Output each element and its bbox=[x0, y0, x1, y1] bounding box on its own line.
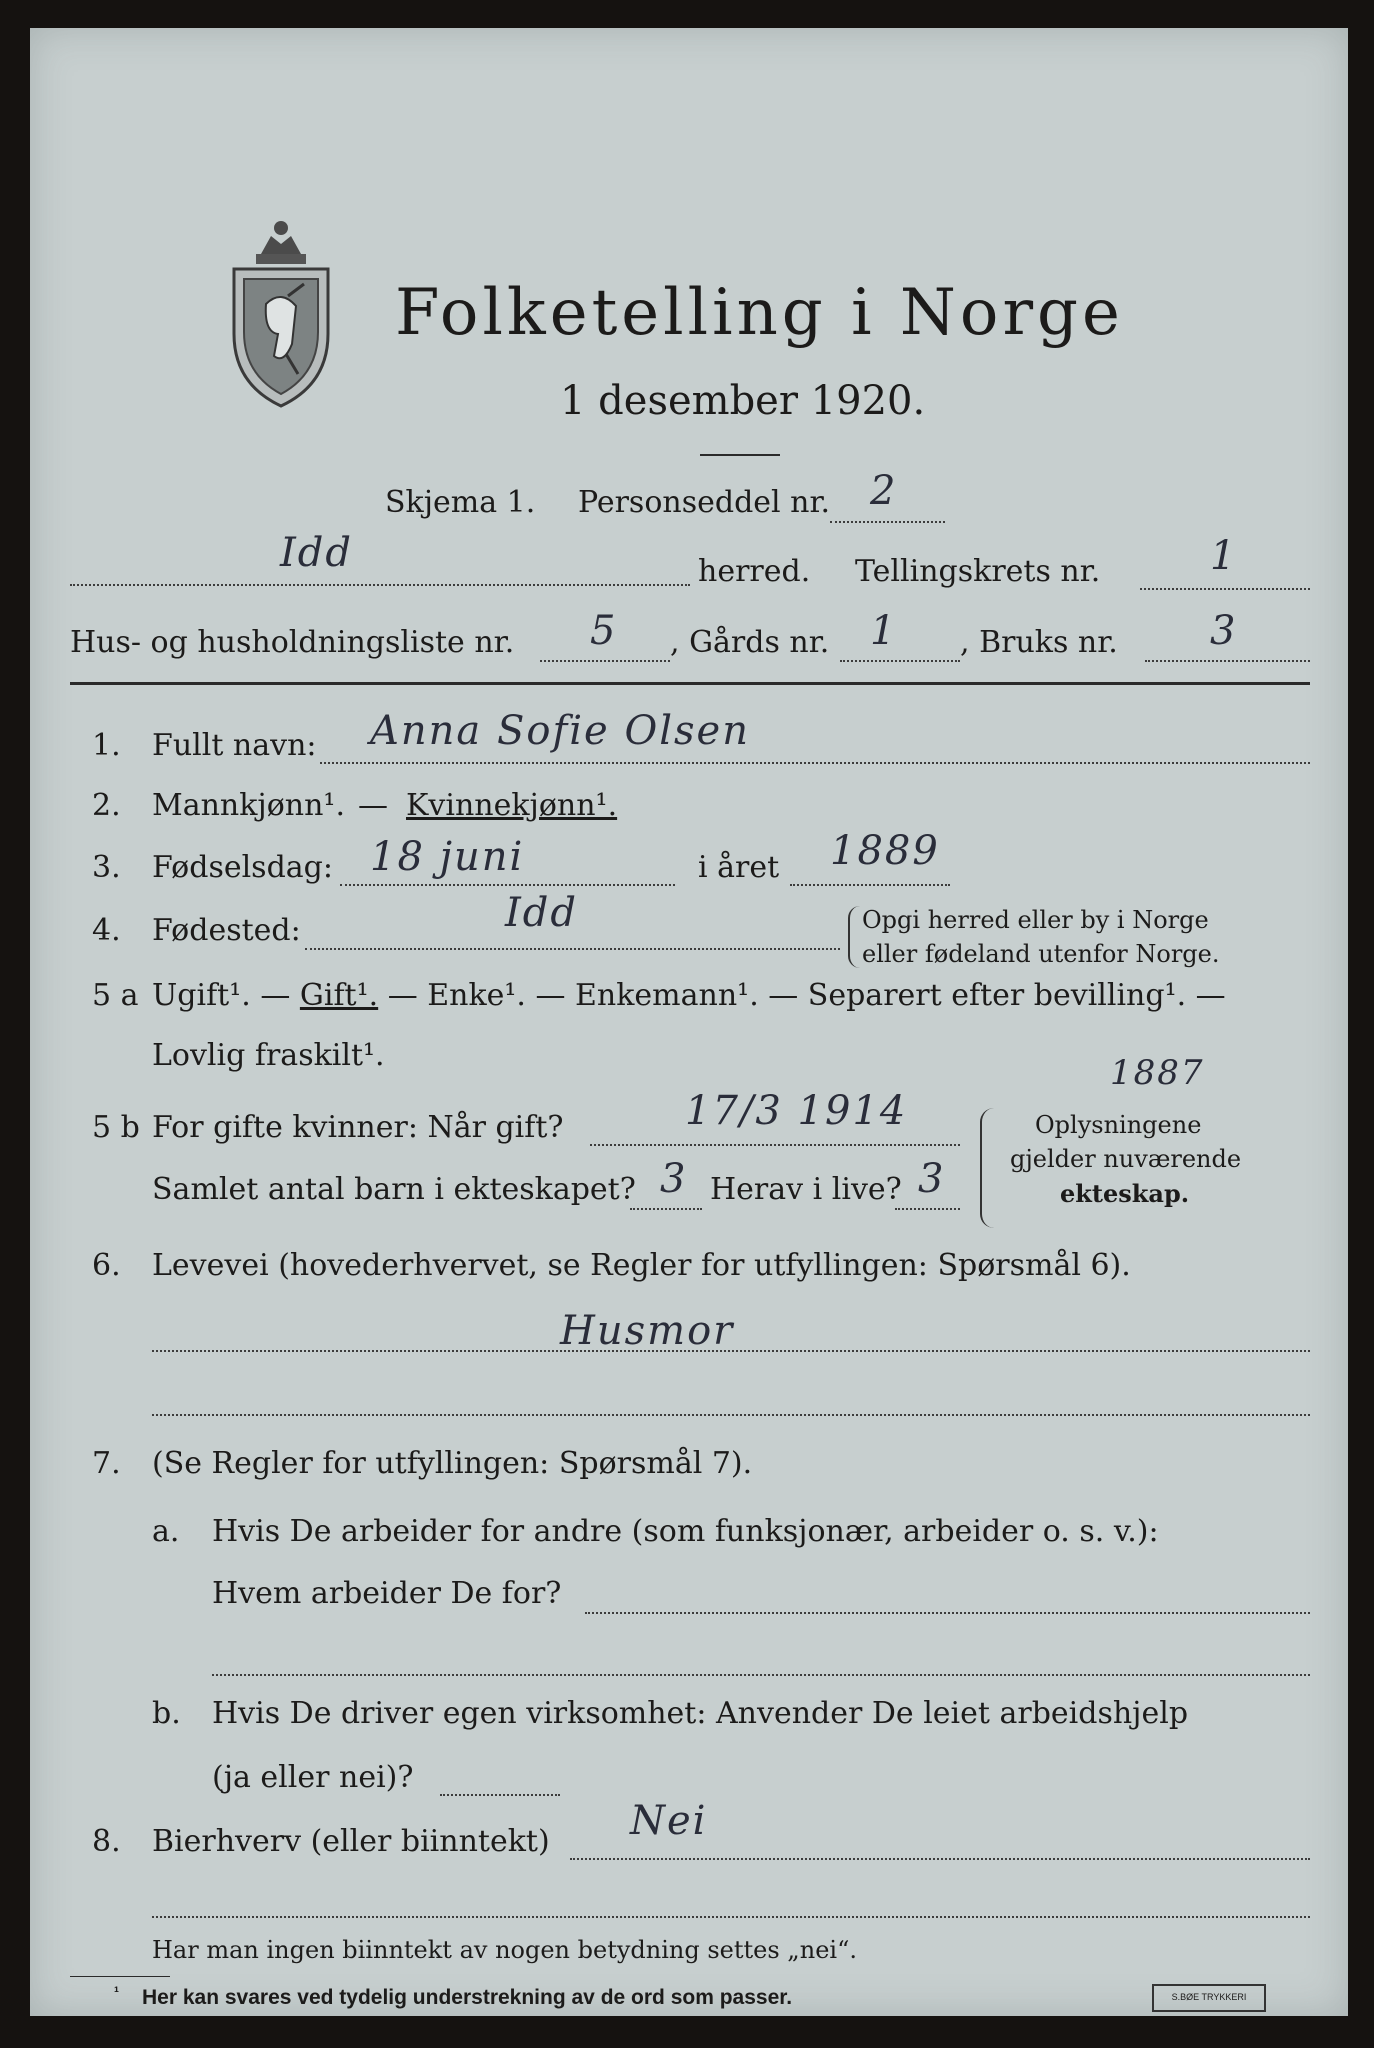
q5a-gift-underlined: Gift¹. bbox=[299, 978, 379, 1013]
q7a-number: a. bbox=[152, 1514, 180, 1549]
q5b-married-label: For gifte kvinner: Når gift? bbox=[152, 1110, 564, 1145]
q7a-question: Hvem arbeider De for? bbox=[212, 1576, 562, 1611]
q5b-alive-value: 3 bbox=[918, 1156, 946, 1202]
q7-label: (Se Regler for utfyllingen: Spørsmål 7). bbox=[152, 1446, 753, 1481]
bruks-value: 3 bbox=[1210, 608, 1238, 654]
q5b-alive-label: Herav i live? bbox=[710, 1172, 902, 1207]
q8-number: 8. bbox=[92, 1824, 121, 1859]
q3-label: Fødselsdag: bbox=[152, 850, 333, 885]
q5a-line2: Lovlig fraskilt¹. bbox=[152, 1038, 385, 1073]
herred-label: herred. bbox=[698, 554, 811, 589]
q7b-number: b. bbox=[152, 1696, 181, 1731]
q5b-note-line2: gjelder nuværende bbox=[1010, 1145, 1242, 1173]
form-date: 1 desember 1920. bbox=[560, 378, 926, 424]
q3-year-value: 1889 bbox=[830, 828, 940, 874]
q4-birthplace-value: Idd bbox=[505, 890, 579, 936]
q5b-note-line3: ekteskap. bbox=[1060, 1179, 1190, 1208]
q7-number: 7. bbox=[92, 1446, 121, 1481]
q5a-others: — Enke¹. — Enkemann¹. — Separert efter bevilling¹. — bbox=[378, 978, 1226, 1013]
header-rule bbox=[70, 682, 1310, 685]
gards-label: , Gårds nr. bbox=[670, 625, 830, 660]
q1-full-name-value: Anna Sofie Olsen bbox=[370, 708, 750, 754]
q7a-label: Hvis De arbeider for andre (som funksjonær, arbeider o. s. v.): bbox=[212, 1514, 1159, 1549]
q2-male: Mannkjønn¹. bbox=[152, 788, 345, 823]
q2-female-underlined: Kvinnekjønn¹. bbox=[406, 788, 618, 823]
q2-number: 2. bbox=[92, 788, 121, 823]
footnote-mark: ¹ bbox=[114, 1984, 119, 2001]
q4-note-line2: eller fødeland utenfor Norge. bbox=[862, 940, 1220, 968]
printer-stamp: S.BØE TRYKKERI bbox=[1152, 1984, 1266, 2012]
hus-value: 5 bbox=[590, 608, 618, 654]
personseddel-value: 2 bbox=[870, 468, 898, 514]
hus-label: Hus- og husholdningsliste nr. bbox=[70, 625, 515, 660]
tellingskrets-value: 1 bbox=[1210, 533, 1238, 579]
personseddel-label: Personseddel nr. bbox=[578, 485, 831, 520]
q5b-children-label: Samlet antal barn i ekteskapet? bbox=[152, 1172, 636, 1207]
q2-sep: — bbox=[358, 788, 388, 823]
q5b-married-value: 17/3 1914 bbox=[685, 1088, 908, 1134]
q3-number: 3. bbox=[92, 850, 121, 885]
herred-value: Idd bbox=[280, 530, 354, 576]
tellingskrets-label: Tellingskrets nr. bbox=[855, 554, 1101, 589]
q5a-line1 bbox=[152, 978, 1226, 1013]
bruks-label: , Bruks nr. bbox=[960, 625, 1118, 660]
q1-label: Fullt navn: bbox=[152, 728, 317, 763]
form-title: Folketelling i Norge bbox=[395, 276, 1124, 350]
q3-year-label: i året bbox=[698, 850, 780, 885]
q4-label: Fødested: bbox=[152, 913, 301, 948]
q1-number: 1. bbox=[92, 728, 121, 763]
q4-note-line1: Opgi herred eller by i Norge bbox=[862, 906, 1209, 934]
title-divider bbox=[700, 454, 780, 456]
q7b-question: (ja eller nei)? bbox=[212, 1760, 414, 1795]
q3-birthday-value: 18 juni bbox=[370, 834, 525, 880]
q7b-label: Hvis De driver egen virksomhet: Anvender De leiet arbeidshjelp bbox=[212, 1696, 1189, 1731]
q4-number: 4. bbox=[92, 913, 121, 948]
q5a-number: 5 a bbox=[92, 978, 139, 1013]
q5b-note-line1: Oplysningene bbox=[1035, 1111, 1202, 1139]
gards-value: 1 bbox=[870, 608, 898, 654]
footnote-text: Her kan svares ved tydelig understrekning av de ord som passer. bbox=[142, 1986, 793, 2009]
q5a-ugift: Ugift¹. — bbox=[152, 978, 300, 1013]
coat-of-arms-icon bbox=[226, 214, 336, 414]
census-form-sheet bbox=[30, 28, 1348, 2016]
q5b-number: 5 b bbox=[92, 1110, 140, 1145]
q6-label: Levevei (hovederhvervet, se Regler for utfyllingen: Spørsmål 6). bbox=[152, 1248, 1131, 1283]
q8-label: Bierhverv (eller biinntekt) bbox=[152, 1824, 550, 1859]
q6-number: 6. bbox=[92, 1248, 121, 1283]
schema-label: Skjema 1. bbox=[385, 485, 536, 520]
q6-occupation-value: Husmor bbox=[560, 1308, 735, 1354]
q8-side-income-value: Nei bbox=[630, 1798, 708, 1844]
q5b-children-value: 3 bbox=[660, 1156, 688, 1202]
q5b-margin-note: 1887 bbox=[1110, 1053, 1205, 1093]
footer-note: Har man ingen biinntekt av nogen betydning settes „nei“. bbox=[152, 1936, 857, 1964]
